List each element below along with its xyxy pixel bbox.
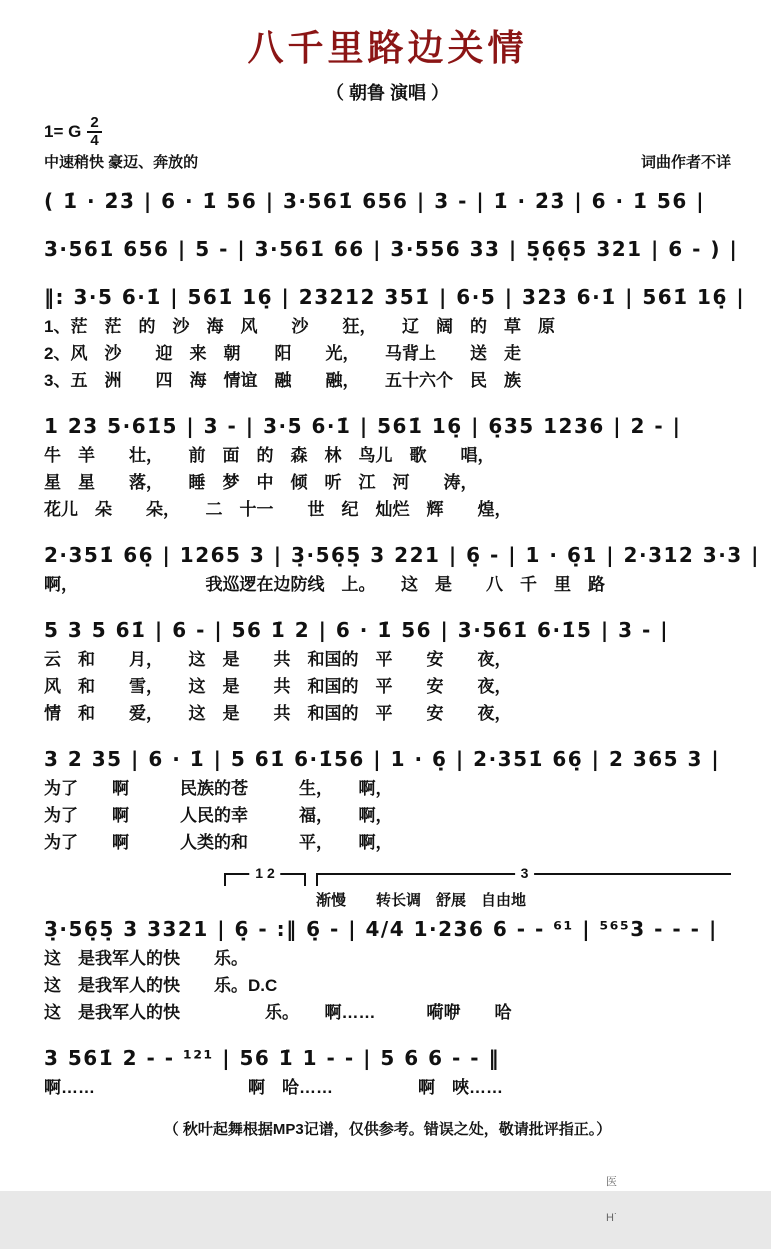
- lyric-line-verse2: 这 是我军人的快 乐。D.C: [44, 975, 278, 995]
- notation-line: 3 2 35 | 6 · 1̇ | 5 61̇ 6·1̇56 | 1 · 6̣ | 2·351̇ 66̣ | 2 365 3 |: [44, 746, 721, 771]
- lyric-line-verse1: 为了 啊 民族的苍 生， 啊，: [44, 778, 393, 798]
- volta-label-1-2: 1 2: [249, 866, 280, 880]
- lyric-line: 啊…… 啊 哈…… 啊 唊……: [44, 1077, 503, 1097]
- time-signature-bottom: 4: [90, 131, 99, 149]
- lyric-line-verse2: 风 和 雪， 这 是 共 和国的 平 安 夜，: [44, 676, 512, 696]
- notation-line: 3 561̇ 2 - - ¹²¹ | 56 1̇ 1 - - | 5 6 6 - - ‖: [44, 1045, 501, 1070]
- lyric-line-verse1: 云 和 月， 这 是 共 和国的 平 安 夜，: [44, 649, 512, 669]
- watermark-line2: H˙: [606, 1212, 618, 1225]
- music-system-8: [44, 914, 731, 1026]
- author-credit: 词曲作者不详: [640, 153, 731, 171]
- song-title: 八千里路边关情: [247, 27, 528, 68]
- lyric-line-verse3: 花儿 朵 朵， 二 十一 世 纪 灿烂 辉 煌，: [44, 499, 512, 519]
- watermark-fragment: [606, 1152, 618, 1249]
- music-system-1: [44, 186, 731, 217]
- lyric-line-verse3: 为了 啊 人类的和 平， 啊，: [44, 832, 393, 852]
- time-signature: [87, 115, 101, 149]
- transcriber-note: （ 秋叶起舞根据MP3记谱，仅供参考。错误之处，敬请批评指正。）: [163, 1120, 612, 1138]
- volta-row: [224, 864, 731, 887]
- music-system-2: [44, 234, 739, 265]
- lyric-line-verse1: 这 是我军人的快 乐。: [44, 948, 248, 968]
- notation-line: 3̣·56̣5̣ 3 3321 | 6̣ - :‖ 6̣ - | 4/4 1·236 6 - - ⁶¹ | ⁵⁶⁵3 - - - |: [44, 916, 718, 941]
- music-system-9: [44, 1043, 731, 1101]
- volta-bracket-1-2: [224, 864, 306, 886]
- watermark-line1: 医: [606, 1176, 617, 1189]
- notation-line: 1 23 5·61̇5 | 3 - | 3·5 6·1̇ | 561̇ 16̣ | 6̣35 1236 | 2 - |: [44, 413, 682, 438]
- volta-bracket-3: [316, 864, 731, 886]
- lyric-line-verse2: 星 星 落， 睡 梦 中 倾 听 江 河 涛，: [44, 472, 478, 492]
- lyric-line-verse1: 1、茫 茫 的 沙 海 风 沙 狂， 辽 阔 的 草 原: [44, 316, 555, 336]
- time-signature-top: 2: [87, 115, 101, 133]
- music-system-5: [44, 540, 760, 598]
- lyric-line-verse2: 2、风 沙 迎 来 朝 阳 光， 马背上 送 走: [44, 343, 521, 363]
- lyric-line-verse1: 牛 羊 壮， 前 面 的 森 林 鸟儿 歌 唱，: [44, 445, 495, 465]
- key-label: 1= G: [44, 121, 82, 141]
- direction-text: 渐慢 转长调 舒展 自由地: [316, 891, 527, 909]
- music-system-3: [44, 282, 746, 394]
- performer-credit: （ 朝鲁 演唱 ）: [325, 83, 449, 103]
- lyric-line-verse3: 3、五 洲 四 海 情谊 融 融， 五十六个 民 族: [44, 370, 521, 390]
- key-signature: [44, 115, 731, 149]
- lyric-line-verse3: 这 是我军人的快 乐。 啊…… 嗬咿 哈: [44, 1002, 512, 1022]
- music-system-7: [44, 744, 731, 856]
- notation-line: 5 3 5 61̇ | 6 - | 56 1̇ 2 | 6 · 1̇ 56 | 3·561̇ 6·1̇5 | 3 - |: [44, 617, 670, 642]
- tempo-marking: 中速稍快 豪迈、奔放的: [44, 153, 199, 171]
- tempo-credit-row: [44, 151, 731, 172]
- lyric-line-verse3: 情 和 爱， 这 是 共 和国的 平 安 夜，: [44, 703, 512, 723]
- volta-label-3: 3: [515, 866, 535, 880]
- notation-line: 2·351̇ 66̣ | 1265 3 | 3̣·56̣5̣ 3 221 | 6̣ - | 1 · 6̣1 | 2·312 3·3 |: [44, 542, 760, 567]
- music-system-4: [44, 411, 731, 523]
- lyric-line-verse2: 为了 啊 人民的幸 福， 啊，: [44, 805, 393, 825]
- lyric-line: 啊， 我巡逻在边防线 上。 这 是 八 千 里 路: [44, 574, 605, 594]
- notation-line: 3·561̇ 656 | 5 - | 3·561̇ 66 | 3·556 33 | 5̣6̣6̣5 321 | 6 - ) |: [44, 236, 739, 261]
- notation-line: ( 1̇ · 2̇3̇ | 6 · 1̇ 56 | 3·561̇ 656 | 3 - | 1̇ · 2̇3̇ | 6 · 1̇ 56 |: [44, 188, 706, 213]
- notation-line: ‖: 3·5 6·1̇ | 561̇ 16̣ | 23212 351̇ | 6·5 | 323 6·1̇ | 561̇ 16̣ |: [44, 284, 746, 309]
- music-system-6: [44, 615, 731, 727]
